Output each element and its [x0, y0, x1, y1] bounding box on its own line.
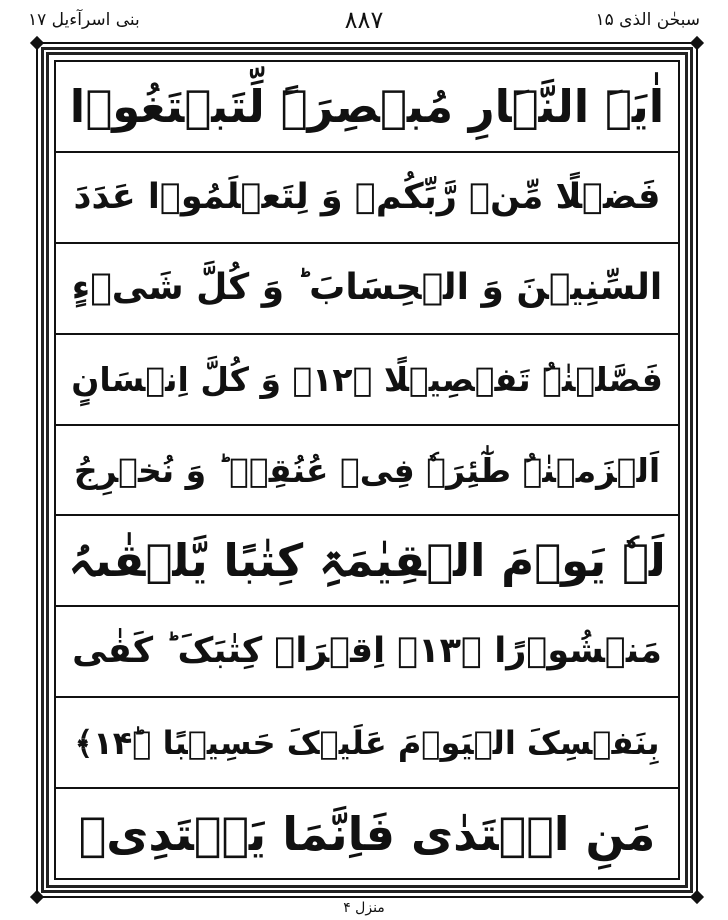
text-line: لَہٗ یَوۡمَ الۡقِیٰمَۃِ کِتٰبًا یَّلۡقٰىہُ	[56, 516, 678, 607]
juz-name-label: سبحٰن الذی ۱۵	[595, 10, 700, 30]
text-line: مَنۡشُوۡرًا ﴿۱۳﴾ اِقۡرَاۡ کِتٰبَکَ ؕ کَفٰی	[56, 607, 678, 698]
chapter-name-label: بنی اسرآءیل ۱۷	[28, 10, 140, 30]
text-line: مَنِ اہۡتَدٰی فَاِنَّمَا یَہۡتَدِیۡ	[78, 806, 656, 861]
text-line: السِّنِیۡنَ وَ الۡحِسَابَ ؕ وَ کُلَّ شَیۡءٍ	[56, 244, 678, 335]
page-border	[36, 42, 698, 898]
text-line: فَضۡلًا مِّنۡ رَّبِّکُمۡ وَ لِتَعۡلَمُوۡا عَدَدَ	[56, 153, 678, 244]
page-number: ۸۸۷	[344, 6, 384, 34]
text-line: بِنَفۡسِکَ الۡیَوۡمَ عَلَیۡکَ حَسِیۡبًا ﴿ؕ۱۴﴾	[56, 698, 678, 789]
text-line: اَلۡزَمۡنٰہُ طٰٓئِرَہٗ فِیۡ عُنُقِہٖ ؕ وَ نُخۡرِجُ	[56, 426, 678, 517]
manzil-footer: منزل ۴	[343, 900, 385, 916]
text-line: اٰیَۃَ النَّہَارِ مُبۡصِرَۃً لِّتَبۡتَغُوۡا	[56, 62, 678, 153]
text-line: فَصَّلۡنٰہُ تَفۡصِیۡلًا ﴿۱۲﴾ وَ کُلَّ اِنۡسَانٍ	[56, 335, 678, 426]
page-header	[0, 0, 728, 40]
verse-lines	[56, 62, 678, 878]
text-area	[54, 60, 680, 880]
